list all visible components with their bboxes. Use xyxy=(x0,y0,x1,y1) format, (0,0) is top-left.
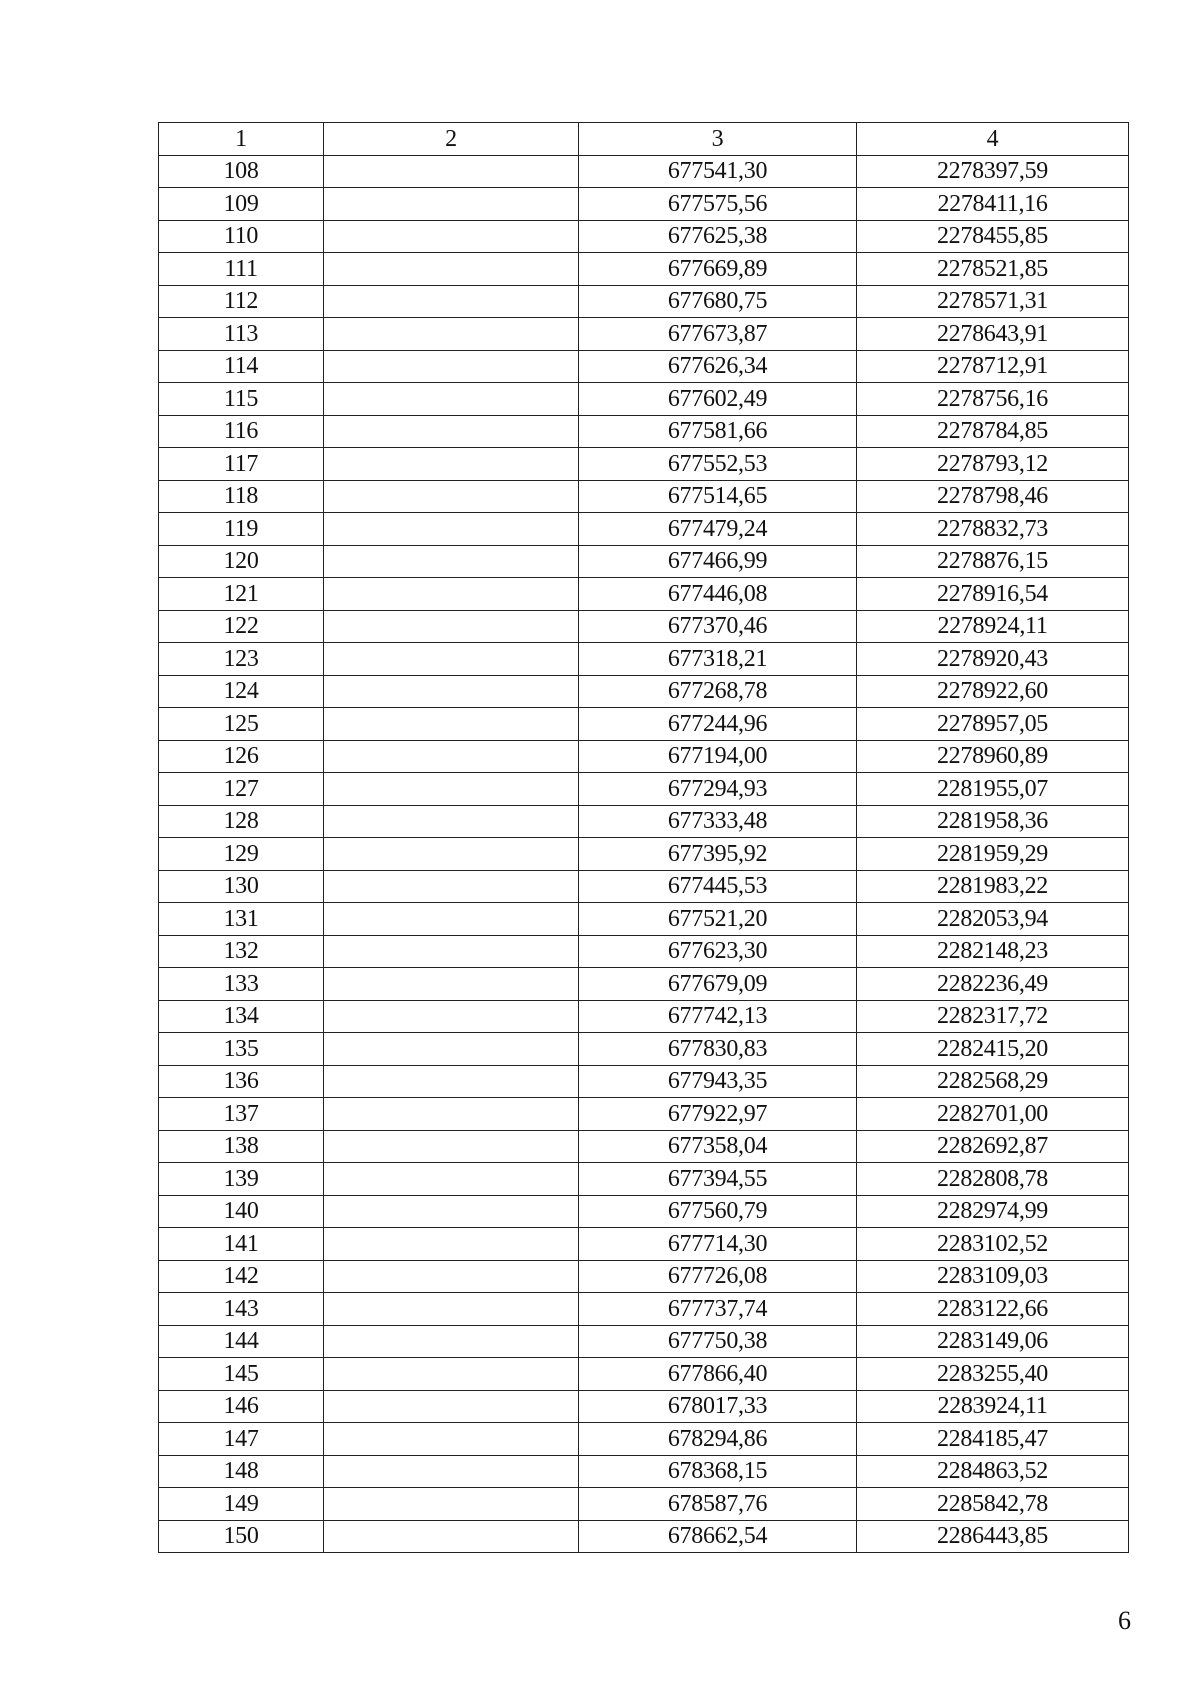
table-cell-col-2 xyxy=(324,1130,579,1163)
table-cell-col-3: 678662,54 xyxy=(579,1520,857,1553)
table-cell-col-2 xyxy=(324,838,579,871)
table-cell-col-1: 136 xyxy=(159,1065,324,1098)
table-cell-col-1: 120 xyxy=(159,545,324,578)
table-row xyxy=(159,708,1129,741)
table-row xyxy=(159,545,1129,578)
table-cell-col-4: 2282692,87 xyxy=(857,1130,1129,1163)
table-row xyxy=(159,870,1129,903)
table-cell-col-4: 2281958,36 xyxy=(857,805,1129,838)
table-cell-col-3: 677445,53 xyxy=(579,870,857,903)
table-cell-col-2 xyxy=(324,1423,579,1456)
coordinates-table xyxy=(158,122,1129,1553)
table-cell-col-3: 677669,89 xyxy=(579,253,857,286)
table-cell-col-3: 677680,75 xyxy=(579,285,857,318)
header-cell-2: 2 xyxy=(324,123,579,156)
table-row xyxy=(159,1000,1129,1033)
table-cell-col-2 xyxy=(324,1488,579,1521)
table-cell-col-4: 2278521,85 xyxy=(857,253,1129,286)
table-row xyxy=(159,383,1129,416)
table-cell-col-3: 677560,79 xyxy=(579,1195,857,1228)
table-row xyxy=(159,155,1129,188)
table-cell-col-4: 2283149,06 xyxy=(857,1325,1129,1358)
table-cell-col-2 xyxy=(324,1098,579,1131)
table-cell-col-1: 123 xyxy=(159,643,324,676)
table-cell-col-4: 2283255,40 xyxy=(857,1358,1129,1391)
table-cell-col-2 xyxy=(324,188,579,221)
table-row xyxy=(159,1260,1129,1293)
table-row xyxy=(159,903,1129,936)
table-row xyxy=(159,1358,1129,1391)
table-cell-col-4: 2278876,15 xyxy=(857,545,1129,578)
table-row xyxy=(159,1325,1129,1358)
table-row xyxy=(159,220,1129,253)
table-cell-col-4: 2282148,23 xyxy=(857,935,1129,968)
table-row xyxy=(159,415,1129,448)
table-cell-col-2 xyxy=(324,1065,579,1098)
header-row xyxy=(159,123,1129,156)
table-cell-col-2 xyxy=(324,1358,579,1391)
table-cell-col-1: 111 xyxy=(159,253,324,286)
table-cell-col-4: 2278916,54 xyxy=(857,578,1129,611)
table-cell-col-3: 678294,86 xyxy=(579,1423,857,1456)
table-cell-col-2 xyxy=(324,1195,579,1228)
table-row xyxy=(159,1455,1129,1488)
table-cell-col-2 xyxy=(324,935,579,968)
table-cell-col-2 xyxy=(324,253,579,286)
header-cell-1: 1 xyxy=(159,123,324,156)
table-cell-col-1: 124 xyxy=(159,675,324,708)
table-cell-col-3: 677726,08 xyxy=(579,1260,857,1293)
table-cell-col-3: 677625,38 xyxy=(579,220,857,253)
table-cell-col-4: 2278411,16 xyxy=(857,188,1129,221)
table-row xyxy=(159,1033,1129,1066)
table-cell-col-1: 129 xyxy=(159,838,324,871)
table-cell-col-1: 122 xyxy=(159,610,324,643)
table-cell-col-3: 677673,87 xyxy=(579,318,857,351)
table-cell-col-1: 132 xyxy=(159,935,324,968)
table-cell-col-3: 677623,30 xyxy=(579,935,857,968)
table-cell-col-3: 677370,46 xyxy=(579,610,857,643)
table-cell-col-4: 2283102,52 xyxy=(857,1228,1129,1261)
table-cell-col-3: 677750,38 xyxy=(579,1325,857,1358)
table-cell-col-1: 140 xyxy=(159,1195,324,1228)
table-cell-col-3: 677742,13 xyxy=(579,1000,857,1033)
table-cell-col-4: 2282415,20 xyxy=(857,1033,1129,1066)
table-cell-col-4: 2278924,11 xyxy=(857,610,1129,643)
table-row xyxy=(159,773,1129,806)
table-cell-col-1: 139 xyxy=(159,1163,324,1196)
table-cell-col-1: 141 xyxy=(159,1228,324,1261)
table-cell-col-1: 118 xyxy=(159,480,324,513)
table-cell-col-4: 2286443,85 xyxy=(857,1520,1129,1553)
table-cell-col-4: 2278643,91 xyxy=(857,318,1129,351)
table-cell-col-4: 2284863,52 xyxy=(857,1455,1129,1488)
table-cell-col-4: 2278922,60 xyxy=(857,675,1129,708)
header-cell-3: 3 xyxy=(579,123,857,156)
table-cell-col-2 xyxy=(324,1455,579,1488)
table-cell-col-2 xyxy=(324,610,579,643)
table-cell-col-4: 2282974,99 xyxy=(857,1195,1129,1228)
table-cell-col-4: 2278397,59 xyxy=(857,155,1129,188)
table-cell-col-2 xyxy=(324,448,579,481)
table-cell-col-2 xyxy=(324,155,579,188)
table-cell-col-3: 677358,04 xyxy=(579,1130,857,1163)
table-cell-col-4: 2282053,94 xyxy=(857,903,1129,936)
table-cell-col-1: 109 xyxy=(159,188,324,221)
table-cell-col-2 xyxy=(324,220,579,253)
table-cell-col-2 xyxy=(324,968,579,1001)
table-cell-col-4: 2281959,29 xyxy=(857,838,1129,871)
table-row xyxy=(159,1520,1129,1553)
table-cell-col-1: 135 xyxy=(159,1033,324,1066)
table-cell-col-3: 677294,93 xyxy=(579,773,857,806)
table-cell-col-1: 110 xyxy=(159,220,324,253)
table-cell-col-2 xyxy=(324,1033,579,1066)
table-row xyxy=(159,1130,1129,1163)
table-cell-col-1: 142 xyxy=(159,1260,324,1293)
table-cell-col-2 xyxy=(324,675,579,708)
table-cell-col-1: 108 xyxy=(159,155,324,188)
table-cell-col-2 xyxy=(324,1325,579,1358)
table-cell-col-2 xyxy=(324,1260,579,1293)
table-cell-col-2 xyxy=(324,350,579,383)
table-cell-col-4: 2278571,31 xyxy=(857,285,1129,318)
table-cell-col-2 xyxy=(324,480,579,513)
table-cell-col-2 xyxy=(324,545,579,578)
table-row xyxy=(159,1098,1129,1131)
table-cell-col-3: 677194,00 xyxy=(579,740,857,773)
table-cell-col-4: 2283924,11 xyxy=(857,1390,1129,1423)
table-row xyxy=(159,675,1129,708)
table-cell-col-1: 116 xyxy=(159,415,324,448)
table-cell-col-2 xyxy=(324,903,579,936)
table-row xyxy=(159,740,1129,773)
table-cell-col-4: 2278793,12 xyxy=(857,448,1129,481)
table-row xyxy=(159,1228,1129,1261)
table-cell-col-2 xyxy=(324,870,579,903)
header-cell-4: 4 xyxy=(857,123,1129,156)
table-cell-col-2 xyxy=(324,578,579,611)
table-cell-col-2 xyxy=(324,708,579,741)
table-cell-col-2 xyxy=(324,513,579,546)
table-cell-col-1: 115 xyxy=(159,383,324,416)
table-cell-col-3: 677244,96 xyxy=(579,708,857,741)
table-cell-col-3: 677626,34 xyxy=(579,350,857,383)
table-cell-col-2 xyxy=(324,1228,579,1261)
table-cell-col-4: 2282568,29 xyxy=(857,1065,1129,1098)
table-cell-col-2 xyxy=(324,1390,579,1423)
table-row xyxy=(159,1195,1129,1228)
table-cell-col-3: 677737,74 xyxy=(579,1293,857,1326)
table-row xyxy=(159,935,1129,968)
table-cell-col-1: 138 xyxy=(159,1130,324,1163)
table-cell-col-1: 145 xyxy=(159,1358,324,1391)
table-cell-col-3: 677466,99 xyxy=(579,545,857,578)
table-cell-col-2 xyxy=(324,643,579,676)
table-cell-col-1: 128 xyxy=(159,805,324,838)
table-cell-col-3: 677446,08 xyxy=(579,578,857,611)
table-cell-col-1: 150 xyxy=(159,1520,324,1553)
table-cell-col-1: 144 xyxy=(159,1325,324,1358)
table-cell-col-3: 677541,30 xyxy=(579,155,857,188)
table-cell-col-3: 677714,30 xyxy=(579,1228,857,1261)
table-cell-col-3: 677333,48 xyxy=(579,805,857,838)
table-cell-col-4: 2281983,22 xyxy=(857,870,1129,903)
table-cell-col-4: 2281955,07 xyxy=(857,773,1129,806)
table-cell-col-1: 114 xyxy=(159,350,324,383)
table-cell-col-1: 130 xyxy=(159,870,324,903)
table-cell-col-4: 2278798,46 xyxy=(857,480,1129,513)
table-cell-col-4: 2282701,00 xyxy=(857,1098,1129,1131)
table-cell-col-1: 149 xyxy=(159,1488,324,1521)
table-row xyxy=(159,448,1129,481)
table-cell-col-2 xyxy=(324,383,579,416)
table-cell-col-1: 121 xyxy=(159,578,324,611)
table-cell-col-1: 126 xyxy=(159,740,324,773)
table-cell-col-3: 677922,97 xyxy=(579,1098,857,1131)
table-cell-col-4: 2278957,05 xyxy=(857,708,1129,741)
table-cell-col-3: 677318,21 xyxy=(579,643,857,676)
table-row xyxy=(159,318,1129,351)
table-row xyxy=(159,838,1129,871)
table-row xyxy=(159,1390,1129,1423)
table-cell-col-3: 677602,49 xyxy=(579,383,857,416)
table-cell-col-3: 677394,55 xyxy=(579,1163,857,1196)
table-cell-col-1: 127 xyxy=(159,773,324,806)
table-cell-col-1: 134 xyxy=(159,1000,324,1033)
table-cell-col-3: 677575,56 xyxy=(579,188,857,221)
table-cell-col-3: 677268,78 xyxy=(579,675,857,708)
table-cell-col-2 xyxy=(324,1520,579,1553)
table-row xyxy=(159,805,1129,838)
table-cell-col-1: 146 xyxy=(159,1390,324,1423)
table-cell-col-3: 677866,40 xyxy=(579,1358,857,1391)
table-row xyxy=(159,610,1129,643)
table-cell-col-1: 148 xyxy=(159,1455,324,1488)
table-row xyxy=(159,578,1129,611)
table-cell-col-3: 677514,65 xyxy=(579,480,857,513)
table-cell-col-4: 2282808,78 xyxy=(857,1163,1129,1196)
table-cell-col-1: 112 xyxy=(159,285,324,318)
table-cell-col-1: 117 xyxy=(159,448,324,481)
table-row xyxy=(159,968,1129,1001)
table-cell-col-3: 677830,83 xyxy=(579,1033,857,1066)
table-row xyxy=(159,1423,1129,1456)
table-cell-col-2 xyxy=(324,805,579,838)
table-cell-col-1: 113 xyxy=(159,318,324,351)
table-row xyxy=(159,480,1129,513)
table-cell-col-1: 137 xyxy=(159,1098,324,1131)
table-row xyxy=(159,643,1129,676)
table-cell-col-3: 677479,24 xyxy=(579,513,857,546)
table-cell-col-3: 677552,53 xyxy=(579,448,857,481)
table-cell-col-3: 677679,09 xyxy=(579,968,857,1001)
table-row xyxy=(159,1065,1129,1098)
table-cell-col-4: 2278960,89 xyxy=(857,740,1129,773)
table-row xyxy=(159,1163,1129,1196)
table-cell-col-2 xyxy=(324,1000,579,1033)
table-row xyxy=(159,285,1129,318)
table-cell-col-1: 125 xyxy=(159,708,324,741)
table-cell-col-4: 2282317,72 xyxy=(857,1000,1129,1033)
table-cell-col-3: 678017,33 xyxy=(579,1390,857,1423)
table-cell-col-4: 2282236,49 xyxy=(857,968,1129,1001)
table-cell-col-4: 2284185,47 xyxy=(857,1423,1129,1456)
table-row xyxy=(159,350,1129,383)
table-cell-col-2 xyxy=(324,740,579,773)
table-row xyxy=(159,188,1129,221)
table-cell-col-4: 2285842,78 xyxy=(857,1488,1129,1521)
table-cell-col-3: 677395,92 xyxy=(579,838,857,871)
table-cell-col-1: 133 xyxy=(159,968,324,1001)
table-cell-col-2 xyxy=(324,773,579,806)
table-cell-col-4: 2283122,66 xyxy=(857,1293,1129,1326)
table-header xyxy=(159,123,1129,156)
table-cell-col-3: 677581,66 xyxy=(579,415,857,448)
table-cell-col-1: 119 xyxy=(159,513,324,546)
table-cell-col-3: 677521,20 xyxy=(579,903,857,936)
table-cell-col-4: 2278756,16 xyxy=(857,383,1129,416)
table-cell-col-1: 147 xyxy=(159,1423,324,1456)
table-body xyxy=(159,155,1129,1553)
table-row xyxy=(159,253,1129,286)
table-cell-col-3: 678368,15 xyxy=(579,1455,857,1488)
table-row xyxy=(159,1488,1129,1521)
table-cell-col-3: 678587,76 xyxy=(579,1488,857,1521)
table-cell-col-3: 677943,35 xyxy=(579,1065,857,1098)
table-row xyxy=(159,1293,1129,1326)
table-cell-col-2 xyxy=(324,1293,579,1326)
table-cell-col-4: 2278832,73 xyxy=(857,513,1129,546)
table-cell-col-2 xyxy=(324,318,579,351)
table-cell-col-4: 2283109,03 xyxy=(857,1260,1129,1293)
table-cell-col-1: 143 xyxy=(159,1293,324,1326)
table-cell-col-4: 2278455,85 xyxy=(857,220,1129,253)
table-cell-col-2 xyxy=(324,415,579,448)
table-cell-col-4: 2278784,85 xyxy=(857,415,1129,448)
table-cell-col-4: 2278712,91 xyxy=(857,350,1129,383)
table-row xyxy=(159,513,1129,546)
table-cell-col-2 xyxy=(324,1163,579,1196)
page-number: 6 xyxy=(1118,1606,1131,1635)
table-cell-col-4: 2278920,43 xyxy=(857,643,1129,676)
table-cell-col-1: 131 xyxy=(159,903,324,936)
table-cell-col-2 xyxy=(324,285,579,318)
